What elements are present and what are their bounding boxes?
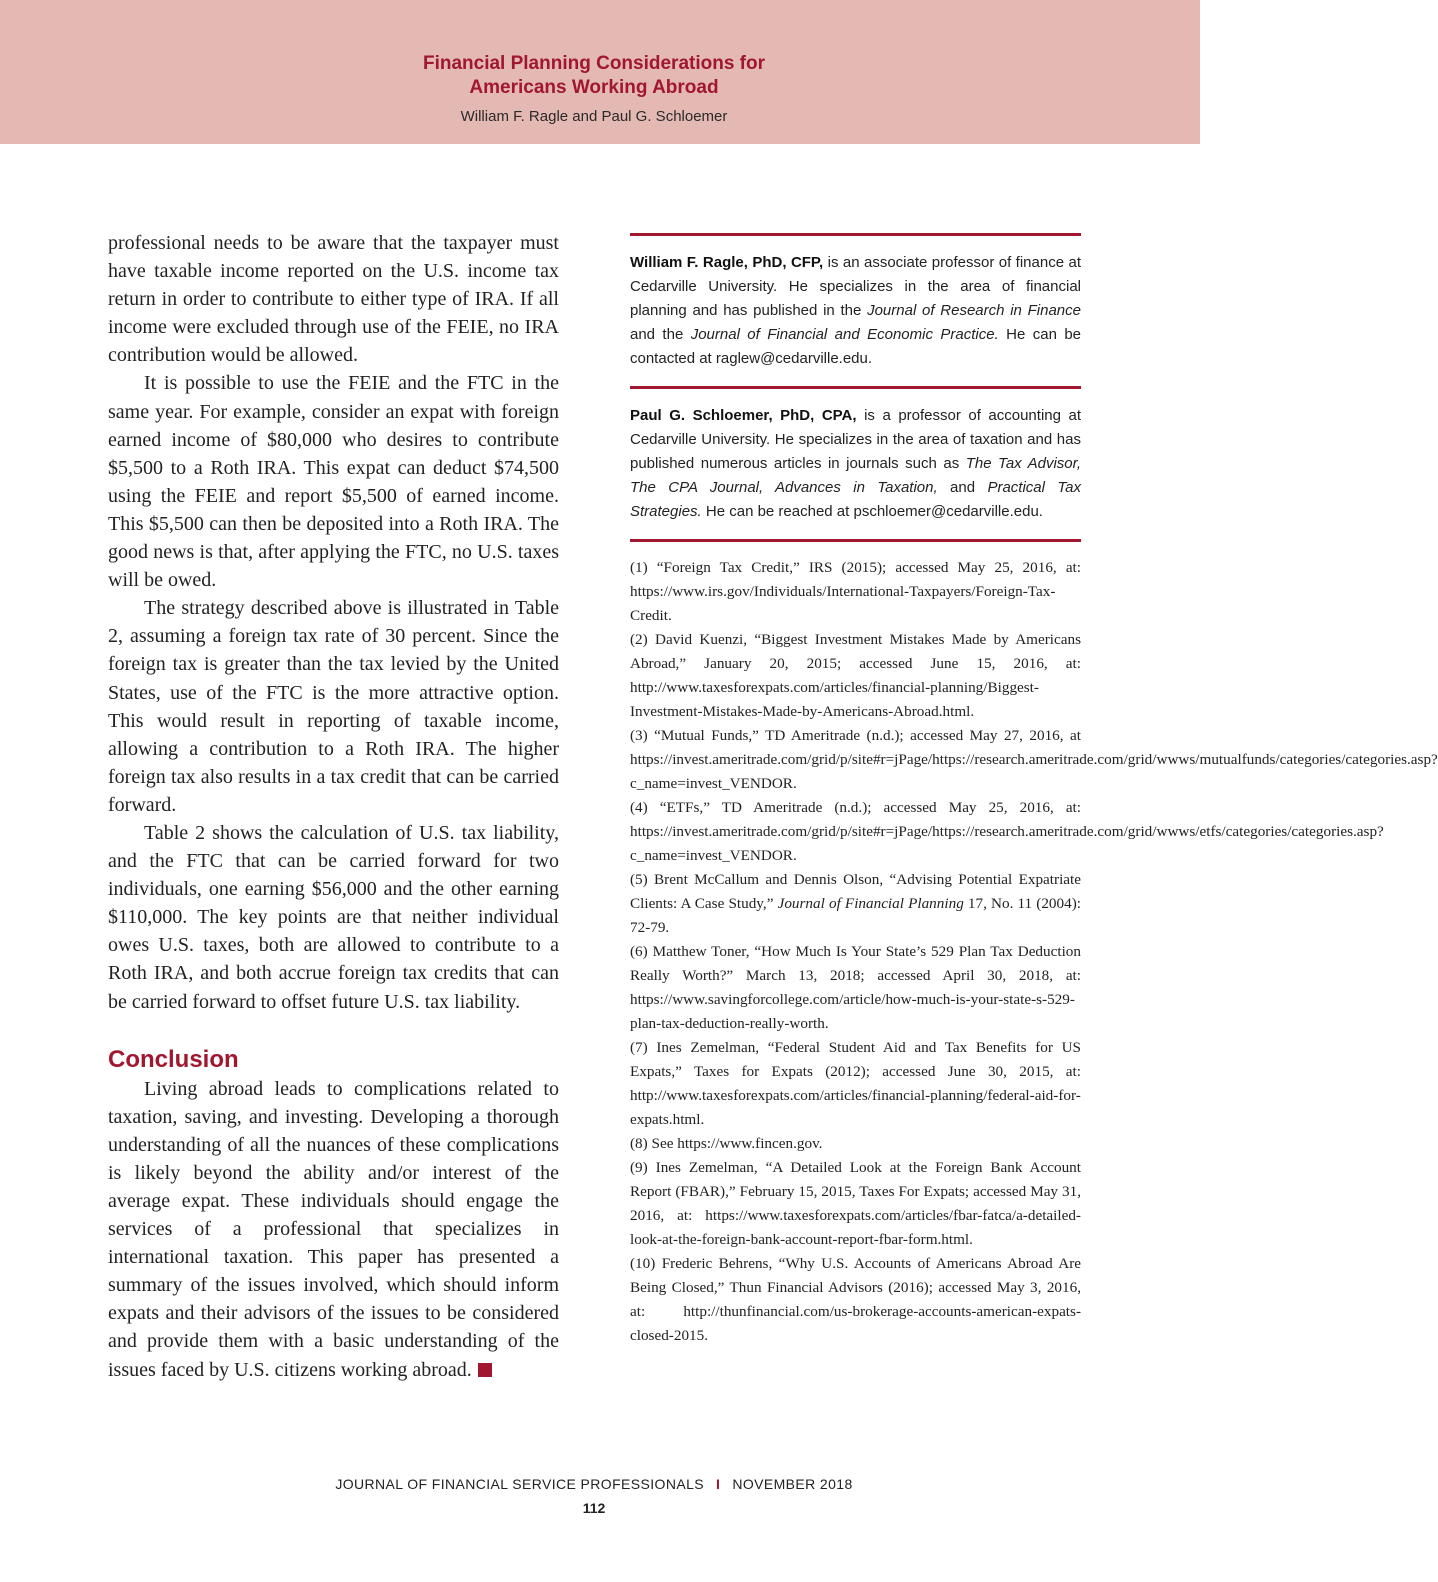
schloemer-journal-last: Practical Tax Strategies. (630, 479, 1081, 520)
ragle-contact: He can be contacted at raglew@cedarville.edu. (630, 326, 1082, 367)
reference-6: (6) Matthew Toner, “How Much Is Your State’s 529 Plan Tax Deduction Really Worth?” March 13, 2018; accessed April 30, 2018, at: https://www.savingforcollege.com/article/how-much-is-your-state-s-529-plan-tax-deduction-really-worth. (630, 943, 1081, 1032)
page-footer (0, 1473, 1188, 1495)
reference-7: (7) Ines Zemelman, “Federal Student Aid and Tax Benefits for US Expats,” Taxes for Expats (2012); accessed June 30, 2015, at: http://www.taxesforexpats.com/articles/financial-planning/federal-aid-for-expats.html. (630, 1039, 1081, 1128)
author-bio-schloemer (630, 404, 1081, 524)
reference-4: (4) “ETFs,” TD Ameritrade (n.d.); accessed May 25, 2016, at: https://invest.ameritrade.com/grid/p/site#r=jPage/https://research.ameritrade.com/grid/wwws/etfs/categories/categories.asp?c_name=invest_VENDOR. (630, 799, 1384, 864)
body-paragraph-1: professional needs to be aware that the taxpayer must have taxable income reported on the U.S. income tax return in order to contribute to either type of IRA. If all income were excluded through use of the FEIE, no IRA contribution would be allowed. (108, 232, 559, 367)
reference-2: (2) David Kuenzi, “Biggest Investment Mistakes Made by Americans Abroad,” January 20, 2015; accessed June 15, 2016, at: http://www.taxesforexpats.com/articles/financial-planning/Biggest-Investment-Mistakes-Made-by-Americans-Abroad.html. (630, 631, 1081, 720)
reference-5-text: (5) Brent McCallum and Dennis Olson, “Advising Potential Expatriate Clients: A Case Study,” (630, 871, 1081, 912)
conclusion-paragraph (108, 1075, 559, 1384)
reference-1: (1) “Foreign Tax Credit,” IRS (2015); accessed May 25, 2016, at: https://www.irs.gov/Individuals/International-Taxpayers/Foreign-Tax-Credit. (630, 559, 1081, 624)
article-authors: William F. Ragle and Paul G. Schloemer (460, 108, 728, 125)
journal-name: JOURNAL OF FINANCIAL SERVICE PROFESSIONALS (335, 1476, 705, 1492)
header-banner (0, 0, 1200, 144)
schloemer-journals: The Tax Advisor, The CPA Journal, Advances in Taxation, (630, 455, 1081, 496)
schloemer-contact: He can be reached at pschloemer@cedarville.edu. (701, 503, 1043, 520)
bio-divider-top (630, 233, 1081, 236)
reference-3: (3) “Mutual Funds,” TD Ameritrade (n.d.); accessed May 27, 2016, at https://invest.ameritrade.com/grid/p/site#r=jPage/https://research.ameritrade.com/grid/wwws/mutualfunds/categories/categories.asp?c_name=invest_VENDOR. (630, 727, 1438, 792)
ragle-bio-text-2: and the (630, 326, 691, 343)
conclusion-heading: Conclusion (108, 1045, 239, 1073)
article-title-line-2: Americans Working Abroad (469, 77, 719, 98)
ragle-journal-1: Journal of Research in Finance (867, 302, 1081, 319)
ragle-name: William F. Ragle, PhD, CFP, (630, 254, 824, 271)
references-divider (630, 539, 1081, 542)
author-bio-ragle (630, 251, 1081, 371)
reference-9: (9) Ines Zemelman, “A Detailed Look at the Foreign Bank Account Report (FBAR),” February 15, 2015, Taxes For Expats; accessed May 31, 2016, at: https://www.taxesforexpats.com/articles/fbar-fatca/a-detailed-look-at-the-foreign-bank-account-report-fbar-form.html. (630, 1159, 1081, 1248)
body-paragraph-4: Table 2 shows the calculation of U.S. tax liability, and the FTC that can be carried forward for two individuals, one earning $56,000 and the other earning $110,000. The key points are that neither individual owes U.S. taxes, both are allowed to contribute to a Roth IRA, and both accrue foreign tax credits that can be carried forward to offset future U.S. tax liability. (108, 821, 559, 1013)
reference-5-citation: 17, No. 11 (2004): 72-79. (630, 895, 1081, 936)
reference-8: (8) See https://www.fincen.gov. (630, 1135, 823, 1152)
end-of-article-mark (478, 1363, 492, 1377)
page-number: 112 (582, 1500, 606, 1516)
ragle-bio-text: is an associate professor of finance at Cedarville University. He specializes in the area of financial planning and has published in the (630, 254, 1081, 319)
schloemer-bio-text: is a professor of accounting at Cedarville University. He specializes in the area of taxation and has published numerous articles in journals such as (630, 407, 1081, 472)
body-paragraph-2: It is possible to use the FEIE and the FTC in the same year. For example, consider an expat with foreign earned income of $80,000 who desires to contribute $5,500 to a Roth IRA. This expat can deduct $74,500 using the FEIE and report $5,500 of earned income. This $5,500 can then be deposited into a Roth IRA. The good news is that, after applying the FTC, no U.S. taxes will be owed. (108, 372, 559, 592)
conclusion-text: Living abroad leads to complications related to taxation, saving, and investing. Developing a thorough understanding of all the nuances of these complications is likely beyond the ability and/or interest of the average expat. These individuals should engage the services of a professional that specializes in international taxation. This paper has presented a summary of the issues involved, which should inform expats and their advisors of the issues to be considered and provide them with a basic understanding of the issues faced by U.S. citizens working abroad. (108, 1077, 559, 1381)
reference-10: (10) Frederic Behrens, “Why U.S. Accounts of Americans Abroad Are Being Closed,” Thun Financial Advisors (2016); accessed May 3, 2016, at: http://thunfinancial.com/us-brokerage-accounts-american-expats-closed-2015. (630, 1255, 1081, 1344)
right-column (630, 233, 1438, 1348)
left-column (108, 229, 559, 1384)
references-list (630, 556, 1438, 1348)
issue-date: NOVEMBER 2018 (732, 1476, 853, 1492)
article-title-line-1: Financial Planning Considerations for (422, 53, 766, 74)
body-paragraph-3: The strategy described above is illustrated in Table 2, assuming a foreign tax rate of 30 percent. Since the foreign tax is greater than the tax levied by the United States, use of the FTC is the more attractive option. This would result in reporting of taxable income, allowing a contribution to a Roth IRA. The higher foreign tax also results in a tax credit that can be carried forward. (108, 597, 559, 816)
reference-5 (630, 868, 1081, 940)
reference-5-journal: Journal of Financial Planning (777, 895, 964, 912)
ragle-journal-2: Journal of Financial and Economic Practice. (690, 326, 999, 343)
schloemer-bio-text-2: and (937, 479, 988, 496)
bio-divider-middle (630, 386, 1081, 389)
footer-separator: I (716, 1476, 721, 1492)
schloemer-name: Paul G. Schloemer, PhD, CPA, (630, 407, 857, 424)
